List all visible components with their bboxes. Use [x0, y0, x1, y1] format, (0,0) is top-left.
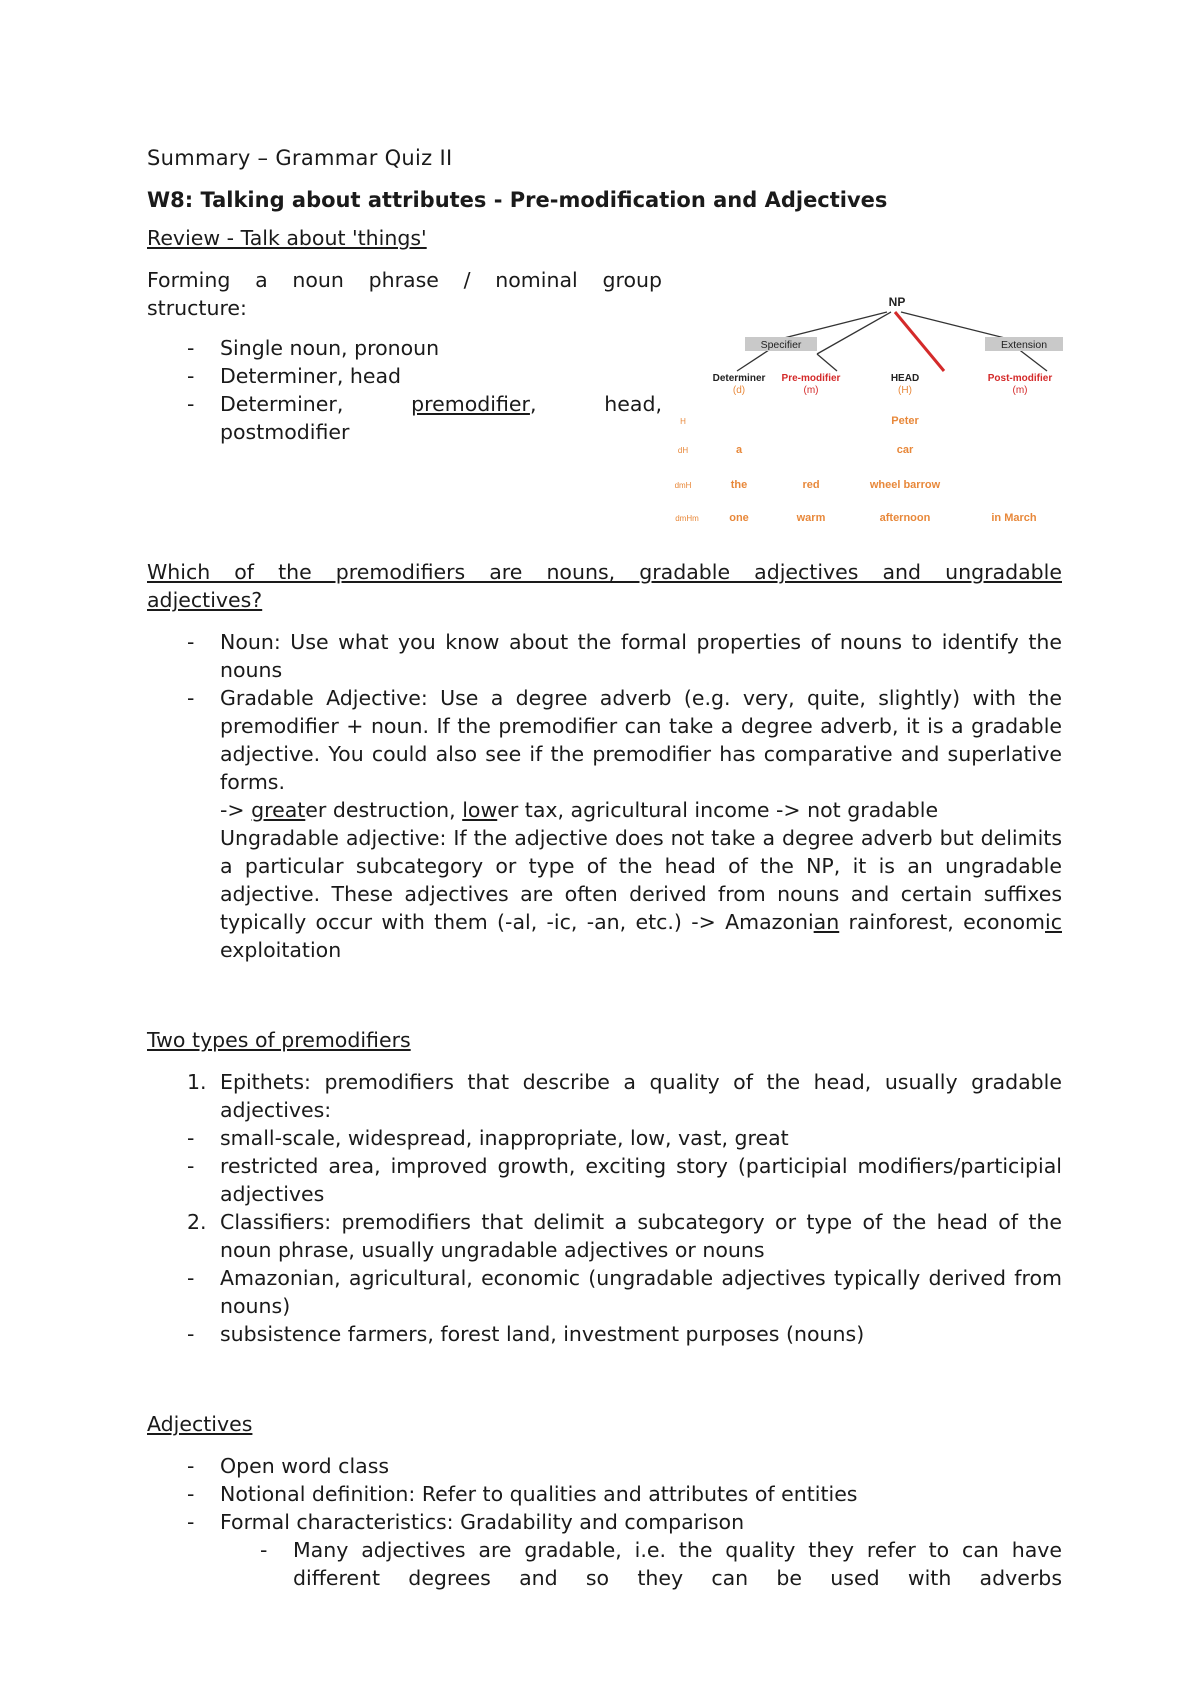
cell-warm: warm — [796, 512, 826, 524]
col-determiner-sub: (d) — [732, 385, 746, 396]
review-intro-line1: Forming a noun phrase / nominal group — [147, 268, 662, 292]
cell-the: the — [730, 479, 748, 491]
diagram-line-extension — [901, 312, 1017, 341]
list-item: - Determiner, premodifier, head, postmodifier — [187, 392, 662, 444]
document-page — [147, 144, 1062, 1592]
week-subtitle: W8: Talking about attributes - Pre-modification and Adjectives — [147, 188, 888, 212]
two-types-section — [147, 1026, 1062, 1348]
list-item: - Amazonian, agricultural, economic (ungradable adjectives typically derived from nouns) — [187, 1266, 1062, 1318]
list-item: - Noun: Use what you know about the formal properties of nouns to identify the nouns — [187, 630, 1062, 682]
cell-wheel-barrow: wheel barrow — [869, 479, 941, 491]
review-list — [147, 334, 662, 446]
list-item: - Open word class — [187, 1454, 390, 1478]
row-code-dh: dH — [677, 446, 689, 455]
cell-car: car — [896, 444, 914, 456]
adjectives-sublist — [147, 1536, 1062, 1592]
diagram-line-premod-branch — [817, 354, 837, 371]
review-block — [147, 224, 1062, 564]
cell-in-march: in March — [991, 512, 1037, 524]
list-item: - Many adjectives are gradable, i.e. the quality they refer to can have different degrees and so they can be used with adverbs — [260, 1538, 1062, 1590]
which-heading-line2: adjectives? — [147, 588, 263, 612]
diagram-extension-label: Extension — [1000, 339, 1048, 351]
diagram-line-postmod — [1017, 348, 1047, 371]
diagram-root-label: NP — [888, 295, 906, 309]
cell-afternoon: afternoon — [879, 512, 931, 524]
col-postmodifier-sub: (m) — [1012, 385, 1028, 396]
col-head-sub: (H) — [898, 385, 912, 396]
col-postmodifier-label: Post-modifier — [987, 373, 1053, 384]
col-premodifier-label: Pre-modifier — [781, 373, 841, 384]
list-item: 2. Classifiers: premodifiers that delimit a subcategory or type of the head of the noun phrase, usually ungradable adjectives or nouns — [187, 1210, 1062, 1262]
adjectives-section — [147, 1410, 1062, 1592]
adjectives-heading: Adjectives — [147, 1412, 253, 1436]
two-types-list — [147, 1068, 1062, 1348]
list-item: - Formal characteristics: Gradability and comparison — [187, 1510, 745, 1534]
adjectives-list — [147, 1452, 1062, 1536]
list-item: - Gradable Adjective: Use a degree adverb (e.g. very, quite, slightly) with the premodifier + noun. If the premodifier can take a degree adverb, it is a gradable adjective. You could also see if the premodifier has comparative and superlative forms. -> greater destruction, lower tax, agricultural income -> not gradable Ungradable adjective: If the adjective does not take a degree adverb but delimits a particular subcategory or type of the head of the NP, it is an ungradable adjective. These adjectives are often derived from nouns and certain suffixes typically occur with them (-al, -ic, -an, etc.) -> Amazonian rainforest, economic exploitation — [187, 686, 1062, 962]
cell-red: red — [802, 479, 820, 491]
diagram-line-specifier — [772, 312, 887, 341]
cell-peter: Peter — [891, 415, 919, 427]
review-heading: Review - Talk about 'things' — [147, 226, 427, 250]
review-text — [147, 224, 662, 446]
list-item: - small-scale, widespread, inappropriate, low, vast, great — [187, 1126, 789, 1150]
list-item: - restricted area, improved growth, exciting story (participial modifiers/participial adjectives — [187, 1154, 1062, 1206]
which-list — [147, 628, 1062, 964]
row-code-dmh: dmH — [674, 481, 692, 490]
np-structure-diagram — [674, 294, 1077, 534]
row-code-h: H — [680, 417, 686, 426]
list-item: - Determiner, head — [187, 364, 402, 388]
col-head-label: HEAD — [890, 373, 920, 384]
list-item: 1. Epithets: premodifiers that describe a quality of the head, usually gradable adjectives: — [187, 1070, 1062, 1122]
list-item: - subsistence farmers, forest land, investment purposes (nouns) — [187, 1322, 865, 1346]
which-section — [147, 558, 1062, 964]
row-code-dmhm: dmHm — [675, 514, 699, 523]
two-types-heading: Two types of premodifiers — [147, 1028, 411, 1052]
diagram-line-determiner — [737, 348, 772, 371]
diagram-line-premodifier — [817, 312, 891, 354]
col-determiner-label: Determiner — [712, 373, 766, 384]
document-title: Summary – Grammar Quiz II — [147, 146, 453, 170]
cell-a: a — [735, 444, 743, 456]
col-premodifier-sub: (m) — [803, 385, 819, 396]
cell-one: one — [729, 512, 749, 524]
review-intro-line2: structure: — [147, 296, 247, 320]
list-item: - Single noun, pronoun — [187, 336, 440, 360]
diagram-specifier-label: Specifier — [760, 339, 802, 351]
list-item: - Notional definition: Refer to qualities and attributes of entities — [187, 1482, 858, 1506]
which-heading-line1: Which of the premodifiers are nouns, gradable adjectives and ungradable — [147, 560, 1062, 584]
